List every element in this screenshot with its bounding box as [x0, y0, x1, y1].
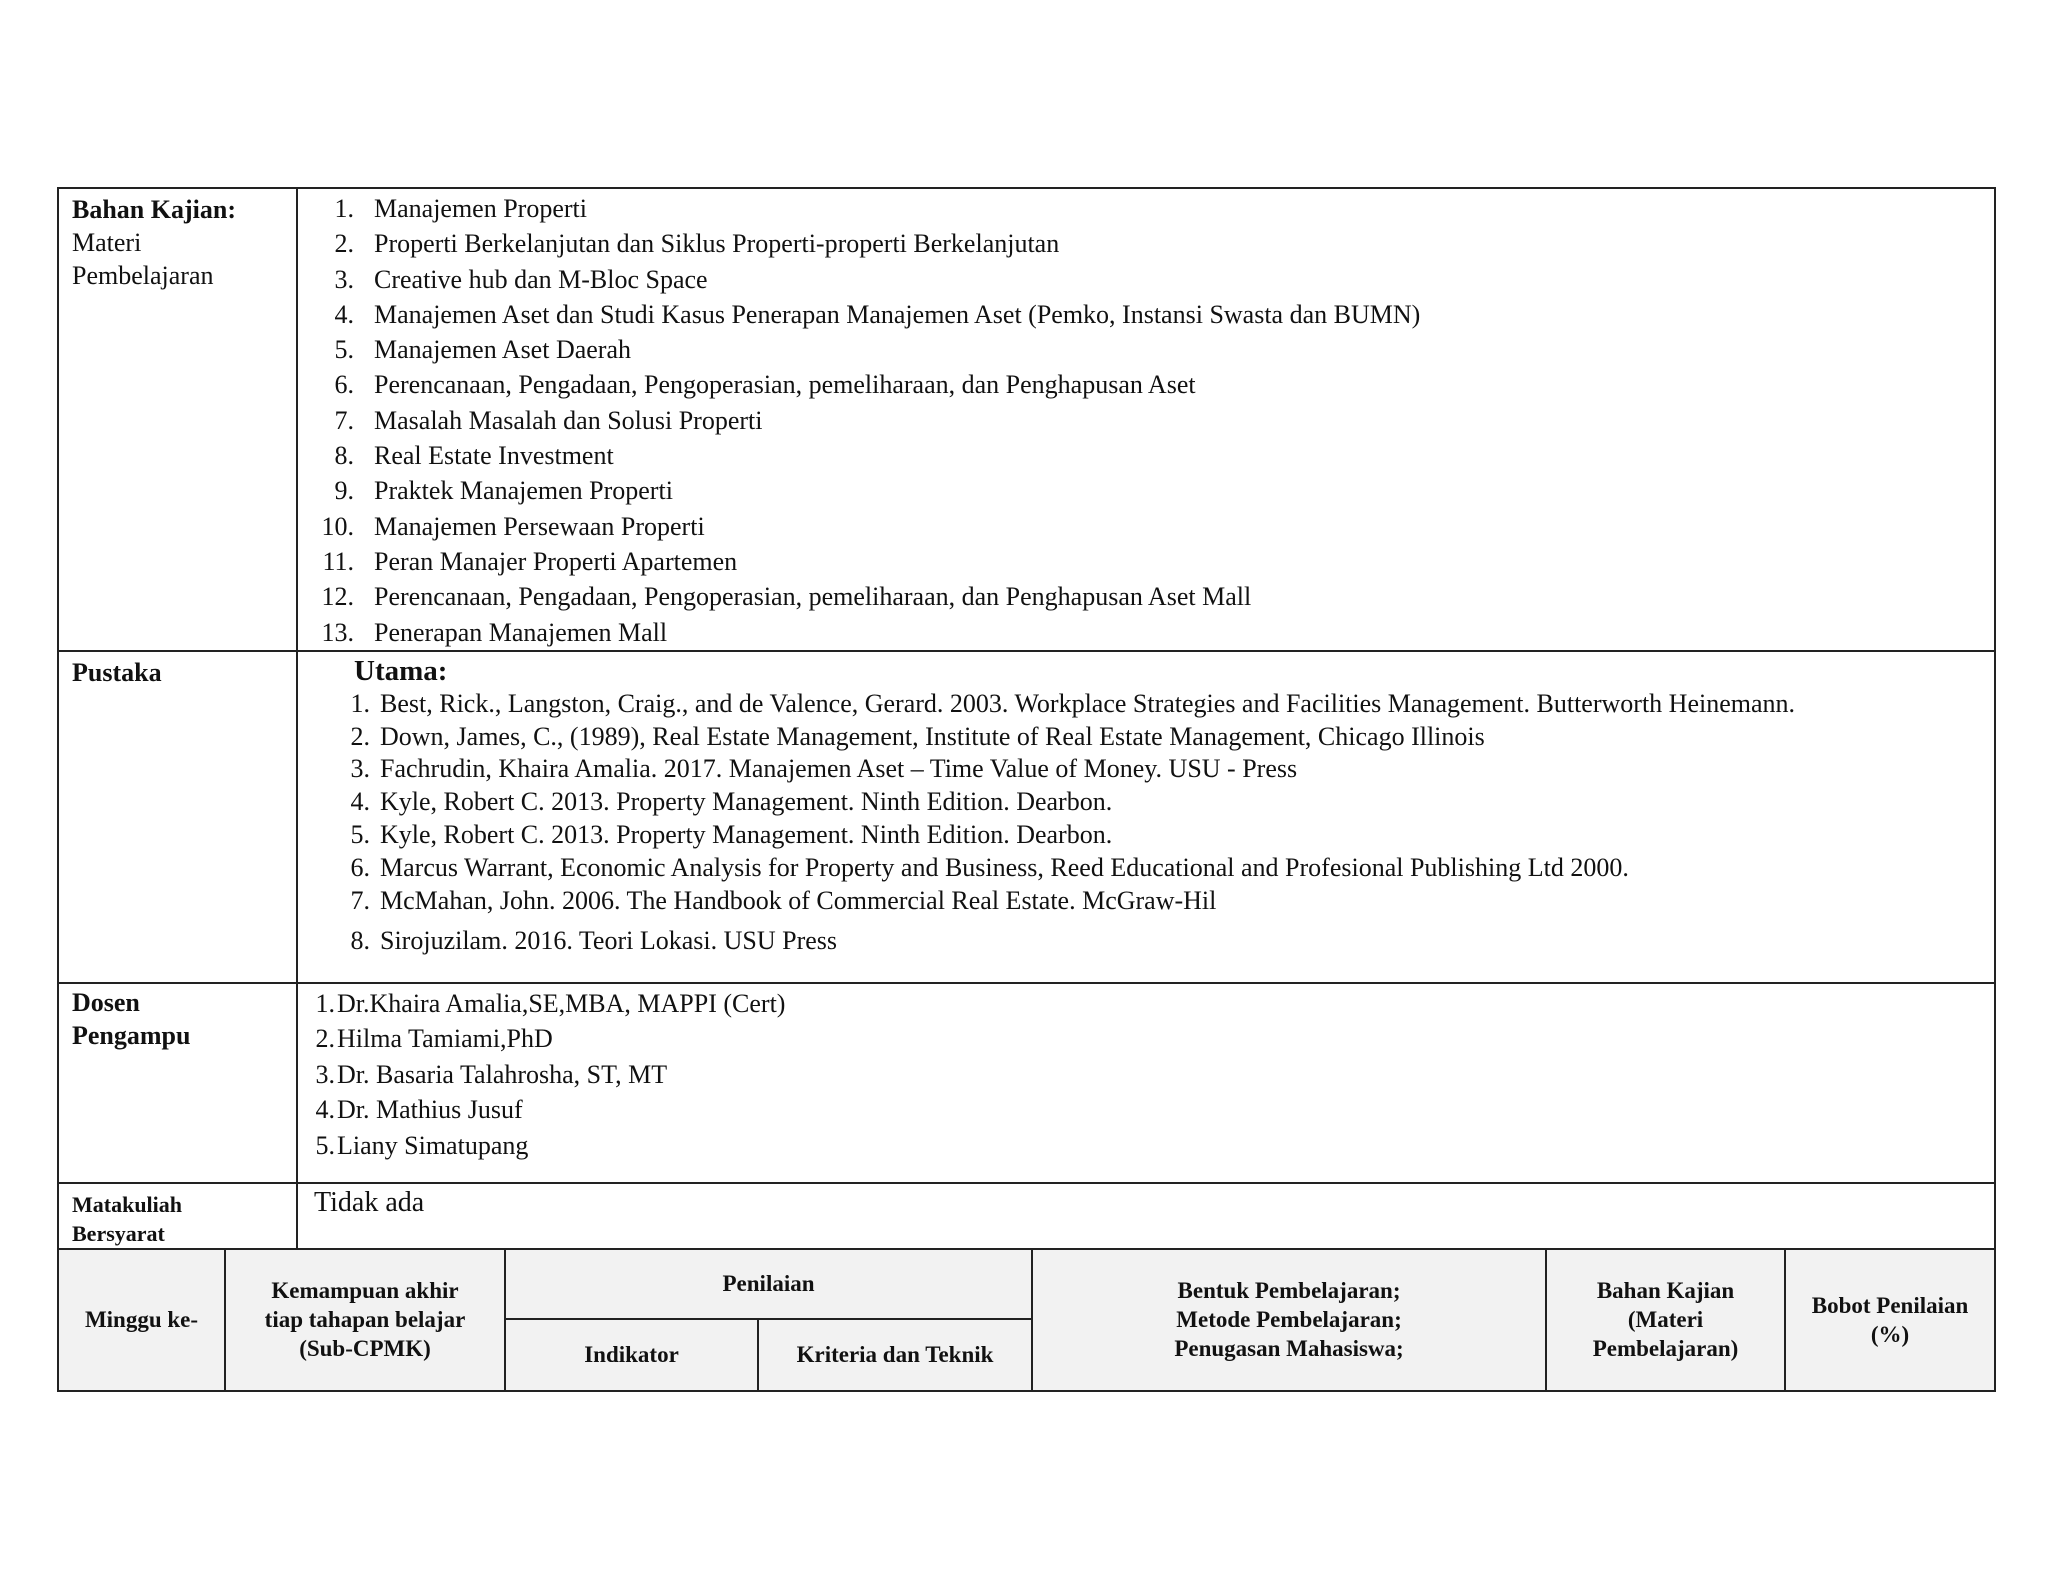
- materi-item: 5. Manajemen Aset Daerah: [334, 335, 632, 365]
- bahan-kajian-row: [58, 188, 1995, 651]
- dosen-item: 1. Dr.Khaira Amalia,SE,MBA, MAPPI (Cert): [315, 988, 786, 1018]
- bahan-kajian-header: Bahan Kajian (Materi Pembelajaran): [1546, 1249, 1785, 1391]
- matakuliah-label: Matakuliah: [72, 1191, 183, 1217]
- prasyarat-value: Tidak ada: [314, 1186, 425, 1218]
- materi-item: 2. Properti Berkelanjutan dan Siklus Properti-properti Berkelanjutan: [334, 229, 1060, 259]
- dosen-label-cell: [58, 983, 297, 1183]
- materi-item: 7. Masalah Masalah dan Solusi Properti: [334, 405, 763, 435]
- dosen-item: 2. Hilma Tamiami,PhD: [315, 1024, 553, 1054]
- kriteria-header: Kriteria dan Teknik: [758, 1319, 1032, 1391]
- dosen-list: [298, 984, 1994, 1164]
- pustaka-label: Pustaka: [72, 657, 162, 687]
- weekly-plan-header-table: [57, 1248, 1996, 1392]
- minggu-header: Minggu ke-: [58, 1249, 225, 1391]
- pustaka-list: [298, 688, 1994, 958]
- pustaka-item: 2. Down, James, C., (1989), Real Estate Management, Institute of Real Estate Management, Chicago Illinois: [350, 721, 1485, 751]
- course-info-table: [57, 187, 1996, 1250]
- materi-item: 11. Peran Manajer Properti Apartemen: [322, 546, 738, 576]
- materi-item: 4. Manajemen Aset dan Studi Kasus Penerapan Manajemen Aset (Pemko, Instansi Swasta dan BUMN): [334, 299, 1421, 329]
- pustaka-row: [58, 651, 1995, 983]
- bentuk-pembelajaran-header: Bentuk Pembelajaran; Metode Pembelajaran; Penugasan Mahasiswa;: [1032, 1249, 1546, 1391]
- dosen-item: 5. Liany Simatupang: [315, 1130, 529, 1160]
- materi-item: 3. Creative hub dan M-Bloc Space: [334, 264, 708, 294]
- materi-label: Materi: [72, 228, 142, 257]
- dosen-item: 4. Dr. Mathius Jusuf: [315, 1095, 523, 1125]
- bahan-kajian-label-cell: [58, 188, 297, 651]
- rps-sheet: [57, 187, 1994, 1392]
- pustaka-item: 8. Sirojuzilam. 2016. Teori Lokasi. USU Press: [350, 926, 838, 956]
- dosen-item: 3. Dr. Basaria Talahrosha, ST, MT: [315, 1059, 668, 1089]
- pustaka-item: 7. McMahan, John. 2006. The Handbook of Commercial Real Estate. McGraw-Hil: [350, 885, 1217, 915]
- materi-list: [298, 189, 1994, 650]
- bobot-penilaian-header: Bobot Penilaian (%): [1785, 1249, 1995, 1391]
- pengampu-label: Pengampu: [72, 1020, 191, 1050]
- materi-item: 6. Perencanaan, Pengadaan, Pengoperasian, pemeliharaan, dan Penghapusan Aset: [334, 370, 1196, 400]
- dosen-label: Dosen: [72, 987, 140, 1017]
- bahan-kajian-content-cell: [297, 188, 1995, 651]
- materi-item: 1. Manajemen Properti: [334, 194, 587, 223]
- prasyarat-label-cell: [58, 1183, 297, 1249]
- kemampuan-header: Kemampuan akhir tiap tahapan belajar (Sub-CPMK): [225, 1249, 505, 1391]
- materi-item: 12. Perencanaan, Pengadaan, Pengoperasian, pemeliharaan, dan Penghapusan Aset Mall: [321, 582, 1252, 612]
- pembelajaran-label: Pembelajaran: [72, 261, 214, 290]
- pustaka-item: 5. Kyle, Robert C. 2013. Property Management. Ninth Edition. Dearbon.: [350, 820, 1113, 850]
- dosen-content-cell: [297, 983, 1995, 1183]
- materi-item: 13. Penerapan Manajemen Mall: [321, 617, 668, 647]
- pustaka-label-cell: [58, 651, 297, 983]
- pustaka-item: 1. Best, Rick., Langston, Craig., and de Valence, Gerard. 2003. Workplace Strategies and Facilities Management. Butterworth Heinemann.: [350, 688, 1796, 718]
- materi-item: 9. Praktek Manajemen Properti: [334, 476, 673, 506]
- bersyarat-label: Bersyarat: [72, 1220, 165, 1246]
- prasyarat-content-cell: [297, 1183, 1995, 1249]
- dosen-row: [58, 983, 1995, 1183]
- pustaka-item: 4. Kyle, Robert C. 2013. Property Management. Ninth Edition. Dearbon.: [350, 787, 1113, 817]
- pustaka-heading: Utama:: [354, 654, 448, 687]
- pustaka-item: 6. Marcus Warrant, Economic Analysis for Property and Business, Reed Educational and Profesional Publishing Ltd 2000.: [350, 852, 1629, 882]
- materi-item: 10. Manajemen Persewaan Properti: [321, 511, 705, 541]
- materi-item: 8. Real Estate Investment: [334, 441, 614, 471]
- pustaka-content-cell: [297, 651, 1995, 983]
- bahan-kajian-label: Bahan Kajian:: [72, 195, 236, 224]
- indikator-header: Indikator: [505, 1319, 758, 1391]
- prasyarat-row: [58, 1183, 1995, 1249]
- penilaian-header: Penilaian: [505, 1249, 1032, 1319]
- pustaka-item: 3. Fachrudin, Khaira Amalia. 2017. Manajemen Aset – Time Value of Money. USU - Press: [350, 754, 1298, 784]
